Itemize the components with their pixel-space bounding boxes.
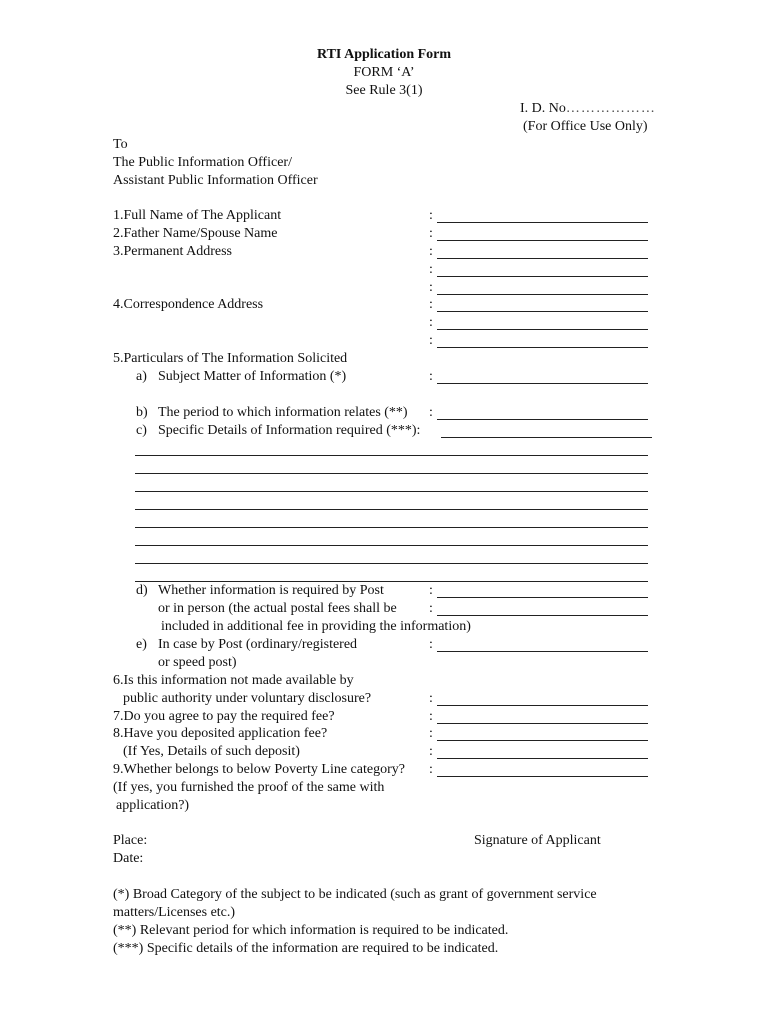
id-number-label [520, 100, 656, 118]
details-writing-line-2[interactable] [135, 473, 648, 474]
item-marker-a: a) [136, 369, 147, 384]
field-label-bpl-proof-1: (If yes, you furnished the proof of the same with [113, 780, 385, 795]
rule-reference: See Rule 3(1) [345, 83, 423, 98]
deposited-fee-line[interactable] [437, 740, 648, 741]
addressee-to: To [113, 137, 128, 152]
field-label-post-or-person-3: included in additional fee in providing the information) [161, 619, 471, 634]
office-use-note: (For Office Use Only) [523, 119, 648, 134]
details-writing-line-7[interactable] [135, 563, 648, 564]
subject-matter-line[interactable] [437, 383, 648, 384]
bpl-category-line[interactable] [437, 776, 648, 777]
post-or-person-line-2[interactable] [437, 615, 648, 616]
item-marker-b: b) [136, 405, 148, 420]
specific-details-line[interactable] [441, 437, 652, 438]
field-label-permanent-address: 3.Permanent Address [113, 244, 232, 259]
item-marker-c: c) [136, 423, 147, 438]
colon: : [429, 315, 433, 330]
item-marker-d: d) [136, 583, 148, 598]
field-label-post-or-person-2: or in person (the actual postal fees shall be [158, 601, 397, 616]
field-label-correspondence-address: 4.Correspondence Address [113, 297, 264, 312]
post-or-person-line-1[interactable] [437, 597, 648, 598]
details-writing-line-1[interactable] [135, 455, 648, 456]
field-label-specific-details: Specific Details of Information required (***): [158, 423, 421, 438]
signature-label: Signature of Applicant [474, 833, 601, 848]
colon: : [429, 226, 433, 241]
correspondence-address-line-1[interactable] [437, 311, 648, 312]
note-broad-category-2: matters/Licenses etc.) [113, 905, 236, 920]
id-label-text: I. D. No [520, 101, 566, 116]
field-label-voluntary-disclosure-1: 6.Is this information not made available by [113, 673, 354, 688]
period-line[interactable] [437, 419, 648, 420]
permanent-address-line-2[interactable] [437, 276, 648, 277]
field-label-agree-fee: 7.Do you agree to pay the required fee? [113, 709, 335, 724]
colon: : [429, 744, 433, 759]
details-writing-line-6[interactable] [135, 545, 648, 546]
colon: : [429, 709, 433, 724]
field-label-father-name: 2.Father Name/Spouse Name [113, 226, 278, 241]
field-label-full-name: 1.Full Name of The Applicant [113, 208, 282, 223]
field-label-period: The period to which information relates (**) [158, 405, 408, 420]
permanent-address-line-1[interactable] [437, 258, 648, 259]
field-label-post-type-1: In case by Post (ordinary/registered [158, 637, 358, 652]
correspondence-address-line-2[interactable] [437, 329, 648, 330]
details-writing-line-4[interactable] [135, 509, 648, 510]
form-title: RTI Application Form [316, 47, 452, 62]
section-label-information-solicited: 5.Particulars of The Information Solicited [113, 351, 348, 366]
agree-fee-line[interactable] [437, 723, 648, 724]
details-writing-line-5[interactable] [135, 527, 648, 528]
id-number-dots: ……………… [565, 101, 656, 116]
colon: : [429, 601, 433, 616]
field-label-post-or-person-1: Whether information is required by Post [158, 583, 384, 598]
colon: : [429, 369, 433, 384]
deposit-details-line[interactable] [437, 758, 648, 759]
addressee-line-1: The Public Information Officer/ [113, 155, 292, 170]
voluntary-disclosure-line[interactable] [437, 705, 648, 706]
permanent-address-line-3[interactable] [437, 294, 648, 295]
colon: : [429, 726, 433, 741]
colon: : [429, 637, 433, 652]
colon: : [429, 280, 433, 295]
field-label-deposited-fee: 8.Have you deposited application fee? [113, 726, 328, 741]
field-label-deposit-details: (If Yes, Details of such deposit) [123, 744, 300, 759]
addressee-line-2: Assistant Public Information Officer [113, 173, 318, 188]
colon: : [429, 405, 433, 420]
field-label-bpl-proof-2: application?) [116, 798, 190, 813]
field-label-subject-matter: Subject Matter of Information (*) [158, 369, 347, 384]
item-marker-e: e) [136, 637, 147, 652]
colon: : [429, 691, 433, 706]
details-writing-line-3[interactable] [135, 491, 648, 492]
date-label: Date: [113, 851, 144, 866]
field-label-bpl-category: 9.Whether belongs to below Poverty Line category? [113, 762, 405, 777]
note-specific-details: (***) Specific details of the information are required to be indicated. [113, 941, 499, 956]
form-subtitle: FORM ‘A’ [353, 65, 415, 80]
full-name-line[interactable] [437, 222, 648, 223]
colon: : [429, 583, 433, 598]
colon: : [429, 208, 433, 223]
colon: : [429, 244, 433, 259]
field-label-voluntary-disclosure-2: public authority under voluntary disclosure? [123, 691, 372, 706]
post-type-line[interactable] [437, 651, 648, 652]
correspondence-address-line-3[interactable] [437, 347, 648, 348]
note-relevant-period: (**) Relevant period for which information is required to be indicated. [113, 923, 509, 938]
colon: : [429, 333, 433, 348]
colon: : [429, 262, 433, 277]
father-name-line[interactable] [437, 240, 648, 241]
field-label-post-type-2: or speed post) [158, 655, 237, 670]
place-label: Place: [113, 833, 148, 848]
note-broad-category-1: (*) Broad Category of the subject to be indicated (such as grant of government service [113, 887, 597, 902]
colon: : [429, 762, 433, 777]
colon: : [429, 297, 433, 312]
